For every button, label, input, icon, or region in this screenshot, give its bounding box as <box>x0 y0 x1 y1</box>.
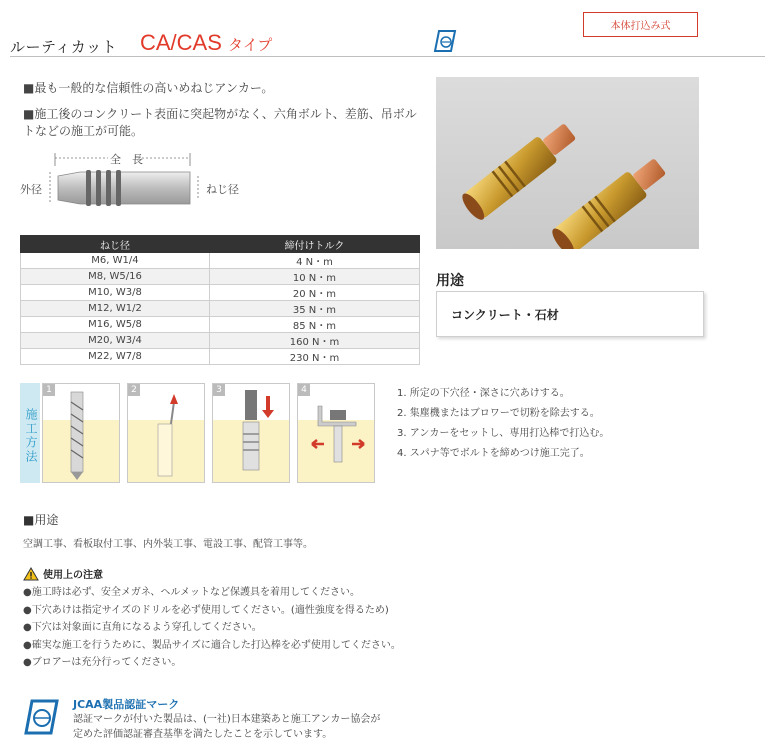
table-row <box>21 333 420 349</box>
certification-title: JCAA製品認証マーク <box>73 698 180 711</box>
intro-bullet-1: ■最も一般的な信頼性の高いめねじアンカー。 <box>23 81 274 95</box>
thread-size-cell: M20, W3/4 <box>21 333 210 349</box>
torque-cell: 35 N・m <box>209 301 419 317</box>
thread-size-cell: M16, W5/8 <box>21 317 210 333</box>
jcaa-logo-icon <box>433 28 459 54</box>
table-header-row <box>21 236 420 253</box>
step-number: 4 <box>298 384 310 396</box>
install-type-badge: 本体打込み式 <box>583 12 698 37</box>
page-header <box>0 0 779 62</box>
application-text: 空調工事、看板取付工事、内外装工事、電設工事、配管工事等。 <box>23 539 313 550</box>
caution-list <box>23 584 401 672</box>
product-suffix: タイプ <box>228 36 273 54</box>
warning-icon <box>23 567 39 581</box>
outer-diameter-label: 外径 <box>20 183 42 196</box>
torque-table <box>20 235 420 365</box>
usage-heading: 用途 <box>436 273 464 289</box>
caution-heading <box>23 566 103 581</box>
certification-line: 定めた評価認証審査基準を満たしたことを示しています。 <box>73 729 333 740</box>
caution-heading-text: 使用上の注意 <box>43 570 103 581</box>
driving-tool-icon <box>213 384 291 484</box>
procedure-step-text: 1. 所定の下穴径・深さに穴あけする。 <box>397 388 570 399</box>
length-label: 全 長 <box>110 153 143 166</box>
table-row <box>21 269 420 285</box>
application-heading: ■用途 <box>23 513 59 527</box>
product-name <box>140 30 272 56</box>
usage-text: コンクリート・石材 <box>451 308 559 322</box>
thread-size-cell: M10, W3/8 <box>21 285 210 301</box>
page-title: ルーティカット <box>10 38 118 56</box>
table-row <box>21 285 420 301</box>
thread-size-cell: M22, W7/8 <box>21 349 210 365</box>
jcaa-certification-mark-icon <box>23 698 61 736</box>
torque-cell: 160 N・m <box>209 333 419 349</box>
procedure-step-text: 3. アンカーをセットし、専用打込棒で打込む。 <box>397 428 610 439</box>
col-torque: 締付けトルク <box>209 236 419 253</box>
bracket-bolt-icon <box>298 384 376 484</box>
table-row <box>21 317 420 333</box>
caution-item: ●下穴は対象面に直角になるよう穿孔してください。 <box>23 622 262 633</box>
table-row <box>21 349 420 365</box>
anchor-dimension-diagram <box>20 148 270 228</box>
thread-size-cell: M12, W1/2 <box>21 301 210 317</box>
table-row <box>21 253 420 269</box>
thread-size-cell: M8, W5/16 <box>21 269 210 285</box>
caution-item: ●施工時は必ず、安全メガネ、ヘルメットなど保護具を着用してください。 <box>23 587 361 598</box>
header-divider <box>10 56 765 57</box>
procedure-step-text: 2. 集塵機またはブロワーで切粉を除去する。 <box>397 408 600 419</box>
step-number: 3 <box>213 384 225 396</box>
product-code: CA/CAS <box>140 30 222 55</box>
procedure-step-3 <box>212 383 290 483</box>
thread-size-cell: M6, W1/4 <box>21 253 210 269</box>
table-row <box>21 301 420 317</box>
torque-cell: 85 N・m <box>209 317 419 333</box>
caution-item: ●下穴あけは指定サイズのドリルを必ず使用してください。(適性強度を得るため) <box>23 604 389 616</box>
procedure-step-text: 4. スパナ等でボルトを締めつけ施工完了。 <box>397 448 590 459</box>
certification-line: 認証マークが付いた製品は、(一社)日本建築あと施工アンカー協会が <box>73 714 381 725</box>
procedure-step-1 <box>42 383 120 483</box>
caution-item: ●確実な施工を行うために、製品サイズに適合した打込棒を必ず使用してください。 <box>23 639 401 651</box>
procedure-step-2 <box>127 383 205 483</box>
torque-cell: 20 N・m <box>209 285 419 301</box>
col-thread-size: ねじ径 <box>21 236 210 253</box>
procedure-steps-list <box>397 384 609 464</box>
procedure-step-4 <box>297 383 375 483</box>
thread-diameter-label: ねじ径 <box>206 183 239 196</box>
torque-cell: 4 N・m <box>209 253 419 269</box>
step-number: 2 <box>128 384 140 396</box>
torque-cell: 230 N・m <box>209 349 419 365</box>
procedure-label: 施工方法 <box>20 383 40 483</box>
certification-text <box>73 712 380 742</box>
product-photo <box>436 77 699 249</box>
torque-cell: 10 N・m <box>209 269 419 285</box>
caution-item: ●ブロアーは充分行ってください。 <box>23 657 182 668</box>
intro-bullet-2: ■施工後のコンクリート表面に突起物がなく、六角ボルト、差筋、吊ボルトなどの施工が可能。 <box>23 107 417 138</box>
drill-icon <box>43 384 121 484</box>
usage-box <box>436 291 704 337</box>
blower-icon <box>128 384 206 484</box>
step-number: 1 <box>43 384 55 396</box>
